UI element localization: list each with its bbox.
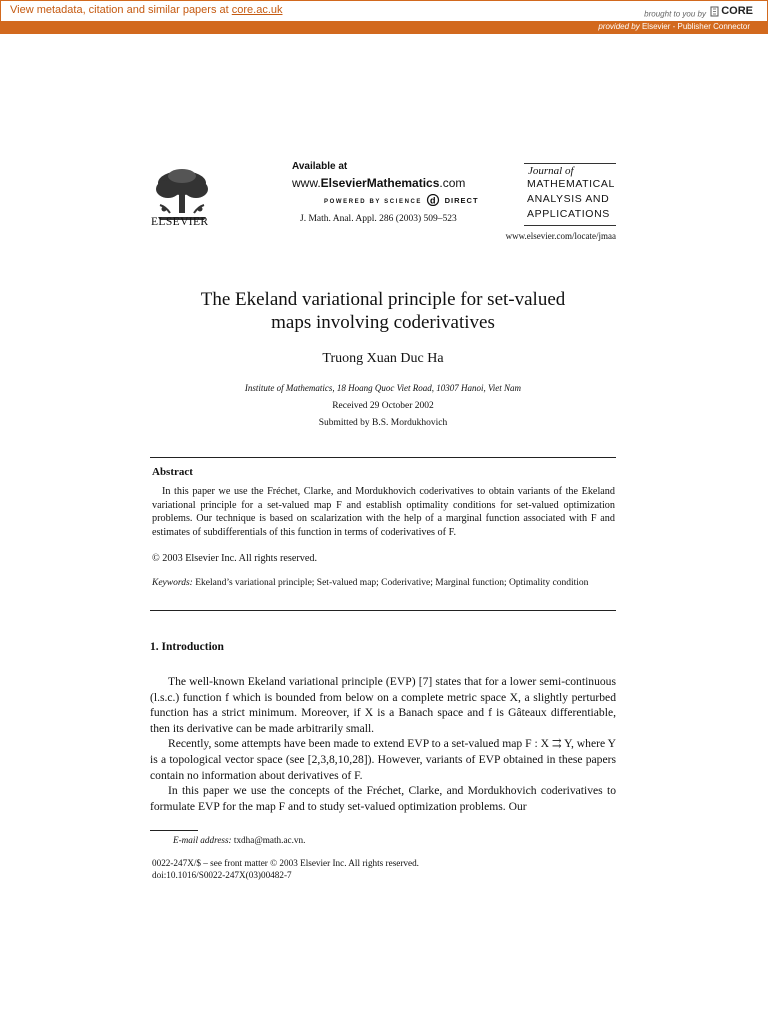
submitted-by: Submitted by B.S. Mordukhovich	[318, 418, 448, 428]
provided-text[interactable]: Elsevier - Publisher Connector	[641, 22, 750, 31]
website-suffix: .com	[439, 176, 466, 190]
core-banner	[0, 0, 768, 34]
author-email-footnote	[173, 835, 305, 845]
publisher-name: ELSEVIER	[151, 216, 209, 228]
core-metadata-link[interactable]	[10, 4, 283, 16]
journal-title-box	[524, 163, 616, 226]
abstract-body	[152, 485, 615, 539]
section-body	[150, 674, 616, 814]
article-title-line-1: The Ekeland variational principle for set-valued	[200, 289, 566, 310]
journal-name-line-3: APPLICATIONS	[527, 208, 610, 220]
core-url-link[interactable]: core.ac.uk	[231, 4, 283, 16]
journal-of: Journal of	[528, 165, 574, 177]
powered-by-sciencedirect	[324, 194, 479, 206]
received-date: Received 29 October 2002	[332, 401, 434, 411]
author-email[interactable]: txdha@math.ac.vn.	[233, 835, 306, 845]
doi-line[interactable]: doi:10.1016/S0022-247X(03)00482-7	[152, 870, 292, 880]
issn-line: 0022-247X/$ – see front matter © 2003 Elsevier Inc. All rights reserved.	[152, 858, 419, 868]
footnote-rule	[150, 830, 198, 831]
core-provided-by	[598, 22, 750, 31]
core-logo-text: CORE	[721, 5, 753, 17]
abstract-text: In this paper we use the Fréchet, Clarke, and Mordukhovich coderivatives to obtain variants of the Ekeland variational principle for a set-valued map F and establish optimality conditions for set-valued optimization problems. Our technique is based on scalarization with the help of a marginal function associated with F and estimates of subdifferentials of this function in terms of coderivatives of F.	[152, 486, 615, 538]
article-title	[150, 288, 616, 334]
journal-box-bottom-rule	[524, 225, 616, 226]
front-matter-info	[152, 857, 419, 881]
powered-by-text: POWERED BY SCIENCE	[324, 199, 423, 205]
keywords	[152, 577, 592, 589]
body-paragraph: In this paper we use the concepts of the Fréchet, Clarke, and Mordukhovich coderivatives to formulate EVP for the map F and to study set-valued optimization problems. Our	[150, 784, 616, 813]
abstract-copyright: © 2003 Elsevier Inc. All rights reserved.	[152, 553, 318, 564]
brought-by-text: brought to you by	[644, 9, 706, 19]
author-affiliation: Institute of Mathematics, 18 Hoang Quoc Viet Road, 10307 Hanoi, Viet Nam	[244, 383, 522, 393]
article-title-line-2: maps involving coderivatives	[271, 312, 495, 333]
article-author: Truong Xuan Duc Ha	[322, 351, 444, 366]
body-paragraph: Recently, some attempts have been made to extend EVP to a set-valued map F : X ⇉ Y, where Y is a topological vector space (see [2,3,8,10,28]). However, variants of EVP obtained in these papers contain no information about derivatives of F.	[150, 737, 616, 782]
sciencedirect-d-icon	[425, 194, 441, 206]
journal-box-top-rule	[524, 163, 616, 164]
powered-direct-text: DIRECT	[444, 196, 479, 205]
email-label: E-mail address:	[173, 835, 232, 845]
journal-name-line-1: MATHEMATICAL	[527, 178, 615, 190]
body-paragraph: The well-known Ekeland variational principle (EVP) [7] states that for a lower semi-continuous (l.s.c.) function f which is bounded from below on a complete metric space X, a slightly perturbed function has a strict minimum. Moreover, if X is a Banach space and f is Gâteaux differentiable, then its derivative can be made arbitrarily small.	[150, 675, 616, 735]
core-logo-icon	[710, 6, 719, 17]
website-prefix: www.	[292, 176, 321, 190]
abstract-bottom-rule	[150, 610, 616, 611]
journal-citation: J. Math. Anal. Appl. 286 (2003) 509–523	[300, 214, 457, 224]
core-link-text: View metadata, citation and similar papers at	[10, 4, 232, 16]
section-heading: 1. Introduction	[150, 641, 224, 653]
abstract-heading: Abstract	[152, 466, 193, 478]
svg-text:d: d	[430, 195, 438, 206]
provided-prefix: provided by	[598, 22, 640, 31]
elsevier-mathematics-link[interactable]	[292, 176, 465, 190]
core-brought-by	[644, 5, 753, 19]
available-at-label: Available at	[292, 161, 348, 172]
abstract-top-rule	[150, 457, 616, 458]
journal-url[interactable]: www.elsevier.com/locate/jmaa	[505, 231, 616, 241]
journal-name-line-2: ANALYSIS AND	[527, 193, 610, 205]
core-banner-top	[0, 0, 768, 22]
core-banner-bottom	[0, 21, 768, 34]
website-brand: ElsevierMathematics	[320, 176, 440, 190]
core-logo[interactable]	[710, 5, 753, 17]
keywords-label: Keywords:	[152, 578, 193, 588]
keywords-text: Ekeland’s variational principle; Set-valued map; Coderivative; Marginal function; Optimality condition	[195, 578, 589, 588]
